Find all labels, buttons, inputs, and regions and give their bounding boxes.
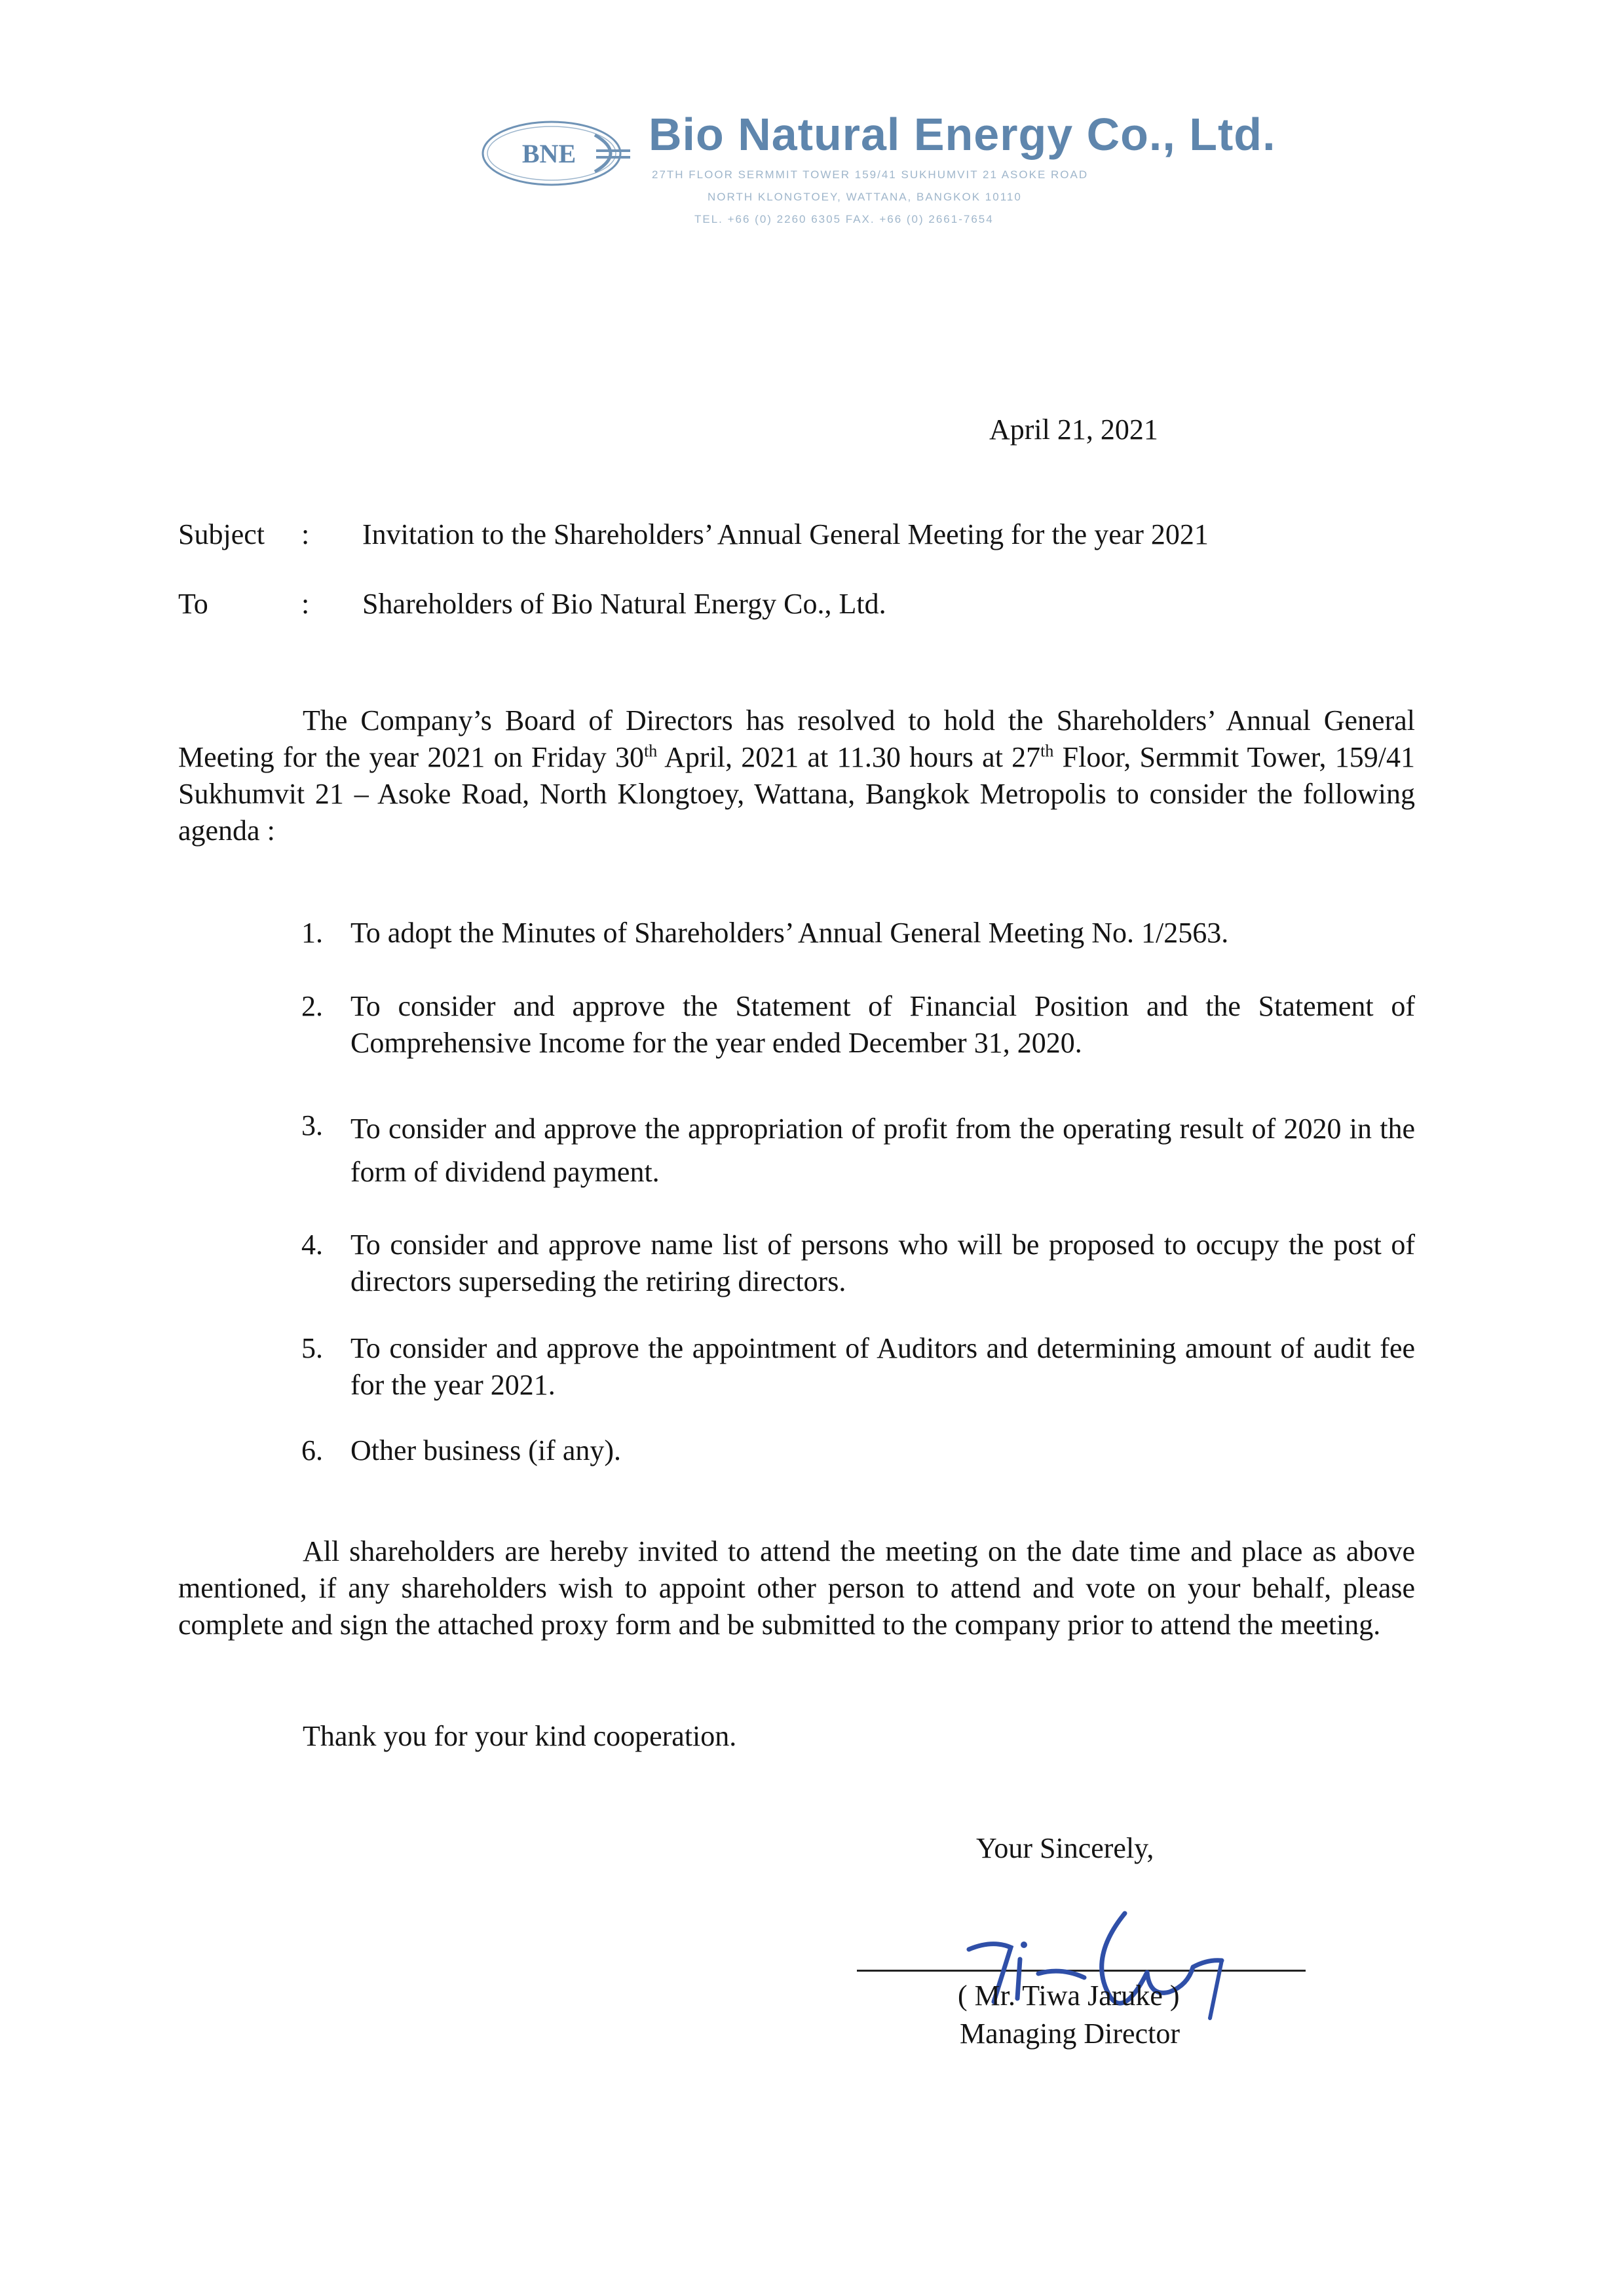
intro-text-1: The Company’s Board of Directors has resolved to hold the Shareholders’ Annual General Meeting for the year 2021 on Friday 30 [178, 704, 1415, 773]
agenda-number: 4. [301, 1229, 323, 1261]
agenda-text: To consider and approve the Statement of Financial Position and the Statement of Comprehensive Income for the year ended December 31, 2020. [350, 990, 1415, 1059]
subject-value: Invitation to the Shareholders’ Annual General Meeting for the year 2021 [362, 518, 1209, 550]
agenda-number: 2. [301, 990, 323, 1022]
letter-date: April 21, 2021 [989, 413, 1158, 446]
agenda-text: To consider and approve the appointment of Auditors and determining amount of audit fee for the year 2021. [350, 1332, 1415, 1401]
contact-line: TEL. +66 (0) 2260 6305 FAX. +66 (0) 2661-7654 [694, 213, 994, 225]
to-colon: : [301, 588, 310, 620]
intro-text-3: Floor, Sermmit Tower, 159/41 Sukhumvit 21 – Asoke Road, North Klongtoey, Wattana, Bangkok Metropolis to consider the following agenda : [178, 741, 1415, 847]
agenda-number: 6. [301, 1434, 323, 1466]
agenda-text: To adopt the Minutes of Shareholders’ Annual General Meeting No. 1/2563. [350, 917, 1229, 949]
thanks-line: Thank you for your kind cooperation. [303, 1720, 737, 1752]
agenda-number: 1. [301, 917, 323, 949]
intro-paragraph [178, 702, 1415, 849]
company-logo [478, 117, 635, 190]
to-value: Shareholders of Bio Natural Energy Co., Ltd. [362, 588, 886, 620]
company-name: Bio Natural Energy Co., Ltd. [649, 109, 1276, 160]
agenda-number: 3. [301, 1109, 323, 1141]
ordinal-suffix: th [644, 741, 658, 761]
signer-name: ( Mr. Tiwa Jaruke ) [958, 1980, 1180, 2012]
signer-title: Managing Director [960, 2018, 1180, 2050]
subject-label: Subject [178, 518, 265, 550]
address-line-2: NORTH KLONGTOEY, WATTANA, BANGKOK 10110 [708, 191, 1022, 203]
intro-text-2: April, 2021 at 11.30 hours at 27 [657, 741, 1041, 773]
subject-colon: : [301, 518, 310, 550]
agenda-number: 5. [301, 1332, 323, 1364]
closing-salutation: Your Sincerely, [976, 1832, 1154, 1864]
agenda-text: To consider and approve name list of persons who will be proposed to occupy the post of directors superseding the retiring directors. [350, 1229, 1415, 1297]
ordinal-suffix: th [1040, 741, 1054, 761]
agenda-text: To consider and approve the appropriation of profit from the operating result of 2020 in the form of dividend payment. [350, 1113, 1415, 1188]
to-label: To [178, 588, 208, 620]
agenda-text: Other business (if any). [350, 1434, 622, 1466]
logo-text: BNE [521, 139, 576, 168]
invitation-paragraph: All shareholders are hereby invited to attend the meeting on the date time and place as above mentioned, if any shareholders wish to appoint other person to attend and vote on your behalf, please complete and sign the attached proxy form and be submitted to the company prior to attend the meeting. [178, 1535, 1415, 1641]
address-line-1: 27TH FLOOR SERMMIT TOWER 159/41 SUKHUMVIT 21 ASOKE ROAD [652, 168, 1089, 181]
company-address [652, 164, 1088, 231]
